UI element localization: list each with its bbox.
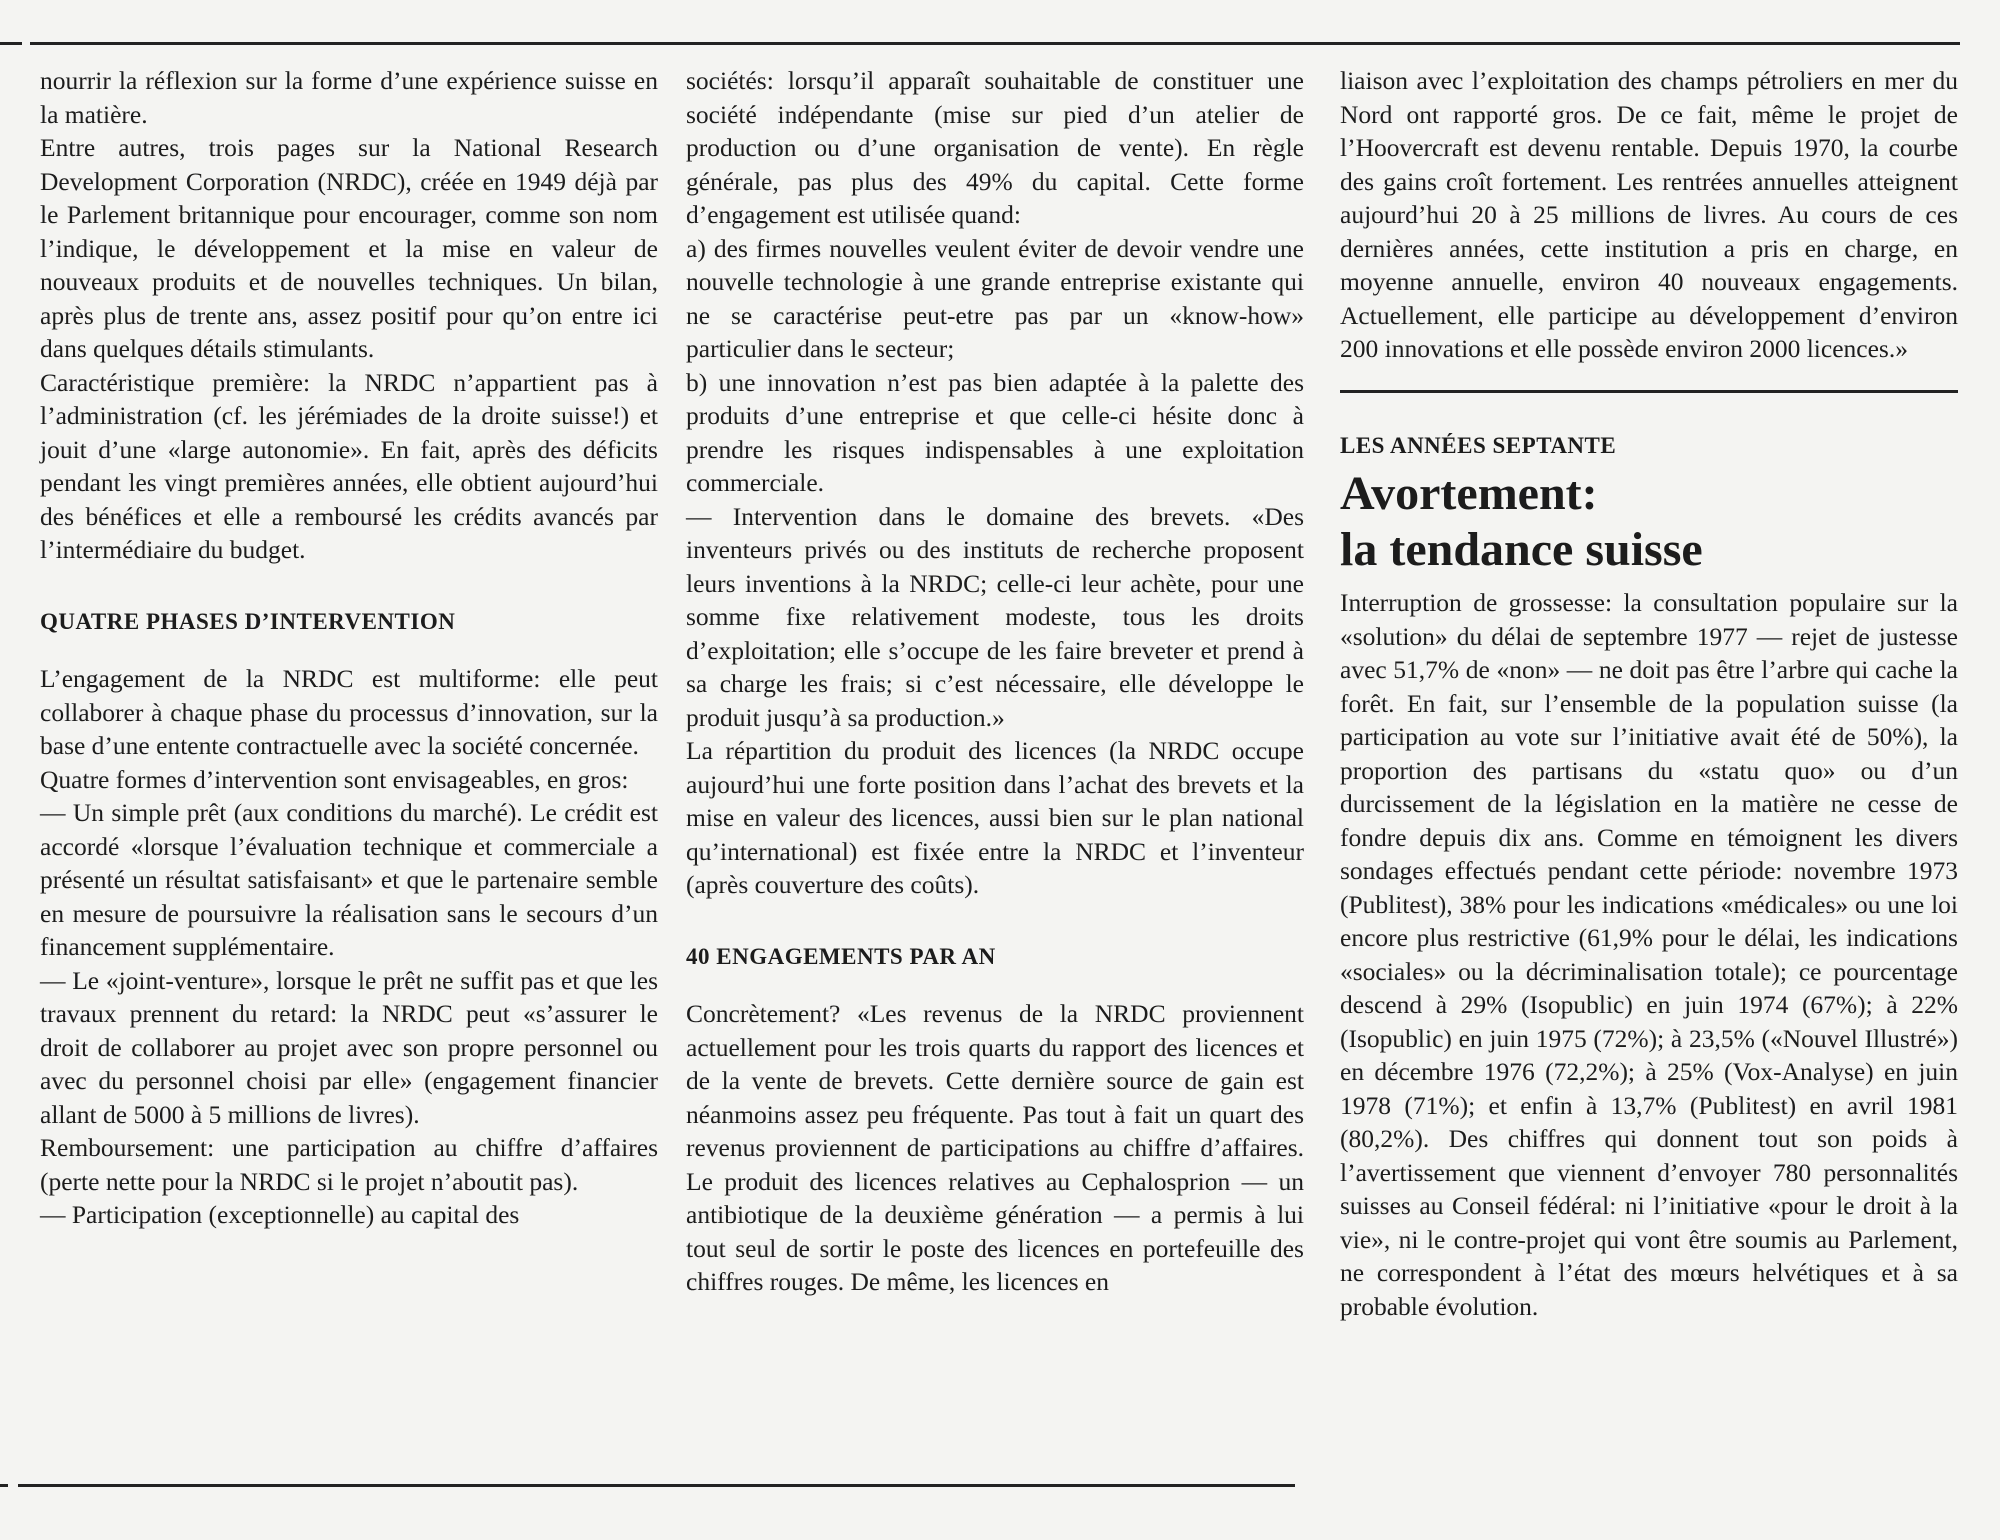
paragraph: Caractéristique première: la NRDC n’appartient pas à l’administration (cf. les jérémiades de la droite suisse!) et jouit d’une «large autonomie». En fait, après des déficits pendant les vingt premières années, elle obtient aujourd’hui des bénéfices et elle a remboursé les crédits avancés par l’intermédiaire du budget.: [40, 367, 658, 564]
paragraph: nourrir la réflexion sur la forme d’une expérience suisse en la matière.: [40, 66, 658, 129]
column-1: [40, 64, 658, 1232]
section-divider: [1340, 390, 1958, 393]
paragraph: sociétés: lorsqu’il apparaît souhaitable de constituer une société indépendante (mise sur pied d’un atelier de production ou d’une organisation de vente). En règle générale, pas plus des 49% du capital. Cette forme d’engagement est utilisée quand:: [686, 66, 1304, 229]
paragraph: L’engagement de la NRDC est multiforme: elle peut collaborer à chaque phase du processus d’innovation, sur la base d’une entente contractuelle avec la société concernée.: [40, 664, 658, 760]
section-subhead: 40 ENGAGEMENTS PAR AN: [686, 943, 996, 969]
paragraph: — Le «joint-venture», lorsque le prêt ne suffit pas et que les travaux prennent du retard: la NRDC peut «s’assurer le droit de collaborer au projet avec son propre personnel ou avec du personnel choisi par elle» (engagement financier allant de 5000 à 5 millions de livres).: [40, 965, 658, 1129]
paragraph: b) une innovation n’est pas bien adaptée à la palette des produits d’une entreprise et que celle-ci hésite donc à prendre les risques indispensables à une exploitation commerciale.: [686, 367, 1304, 497]
paragraph: — Participation (exceptionnelle) au capital des: [40, 1200, 520, 1229]
column-2: [686, 64, 1304, 1299]
paragraph: — Intervention dans le domaine des brevets. «Des inventeurs privés ou des instituts de recherche proposent leurs inventions à la NRDC; celle-ci leur achète, pour une somme fixe relativement modeste, tous les droits d’exploitation; elle s’occupe de les faire breveter et prend à sa charge les frais; si c’est nécessaire, elle développe le produit jusqu’à sa production.»: [686, 501, 1304, 732]
paragraph: Quatre formes d’intervention sont envisageables, en gros:: [40, 764, 629, 794]
section-subhead: QUATRE PHASES D’INTERVENTION: [40, 608, 456, 634]
bottom-rule-stub: [0, 1484, 8, 1487]
paragraph: Remboursement: une participation au chiffre d’affaires (perte nette pour la NRDC si le projet n’aboutit pas).: [40, 1133, 658, 1196]
bottom-rule: [18, 1484, 1295, 1487]
column-3: [1340, 64, 1958, 1323]
paragraph: liaison avec l’exploitation des champs pétroliers en mer du Nord ont rapporté gros. De ce fait, même le projet de l’Hoovercraft est devenu rentable. Depuis 1970, la courbe des gains croît fortement. Les rentrées annuelles atteignent aujourd’hui 20 à 25 millions de livres. Au cours de ces dernières années, cette institution a pris en charge, en moyenne annuelle, environ 40 nouveaux engagements. Actuellement, elle participe au développement d’environ 200 innovations et elle possède environ 2000 licences.»: [1340, 66, 1958, 363]
article-kicker: LES ANNÉES SEPTANTE: [1340, 432, 1617, 458]
paragraph: La répartition du produit des licences (la NRDC occupe aujourd’hui une forte position dans l’achat des brevets et la mise en valeur des licences, aussi bien sur le plan national qu’international) est fixée entre la NRDC et l’inventeur (après couverture des coûts).: [686, 736, 1304, 899]
paragraph: Interruption de grossesse: la consultation populaire sur la «solution» du délai de septembre 1977 — rejet de justesse avec 51,7% de «non» — ne doit pas être l’arbre qui cache la forêt. En fait, sur l’ensemble de la population suisse (la participation au vote sur l’initiative avait été de 50%), la proportion des partisans du «statu quo» ou d’un durcissement de la législation en la matière ne cesse de fondre depuis dix ans. Comme en témoignent les divers sondages effectués pendant cette période: novembre 1973 (Publitest), 38% pour les indications «médicales» ou une loi encore plus restrictive (61,9% pour le délai, les indications «sociales» ou la décriminalisation totale); ce pourcentage descend à 29% (Isopublic) en juin 1974 (67%); à 22% (Isopublic) en juin 1975 (72%); à 23,5% («Nouvel Illustré») en décembre 1976 (72,2%); à 25% (Vox-Analyse) en juin 1978 (71%); et enfin à 13,7% (Publitest) en avril 1981 (80,2%). Des chiffres qui donnent tout son poids à l’avertissement que viennent d’envoyer 780 personnalités suisses au Conseil fédéral: ni l’initiative «pour le droit à la vie», ni le contre-projet qui vont être soumis au Parlement, ne correspondent à l’état des mœurs helvétiques et à sa probable évolution.: [1340, 588, 1958, 1321]
paragraph: Concrètement? «Les revenus de la NRDC proviennent actuellement pour les trois quarts du rapport des licences et de la vente de brevets. Cette dernière source de gain est néanmoins assez peu fréquente. Pas tout à fait un quart des revenus proviennent de participations au chiffre d’affaires. Le produit des licences relatives au Cephalosprion — un antibiotique de la deuxième génération — a permis à lui tout seul de sortir le poste des licences en portefeuille des chiffres rouges. De même, les licences en: [686, 999, 1304, 1296]
top-rule: [30, 42, 1960, 45]
headline-line: Avortement:: [1340, 467, 1598, 520]
paragraph: — Un simple prêt (aux conditions du marché). Le crédit est accordé «lorsque l’évaluation technique et commerciale a présenté un résultat satisfaisant» et que le partenaire semble en mesure de poursuivre la réalisation sans le secours d’un financement supplémentaire.: [40, 798, 658, 961]
paragraph: a) des firmes nouvelles veulent éviter de devoir vendre une nouvelle technologie à une grande entreprise existante qui ne se caractérise peut-etre pas par un «know-how» particulier dans le secteur;: [686, 233, 1304, 363]
paragraph: Entre autres, trois pages sur la National Research Development Corporation (NRDC), créée en 1949 déjà par le Parlement britannique pour encourager, comme son nom l’indique, le développement et la mise en valeur de nouveaux produits et de nouvelles techniques. Un bilan, après plus de trente ans, assez positif pour qu’on entre ici dans quelques détails stimulants.: [40, 133, 658, 363]
top-rule-stub: [0, 42, 22, 45]
article-headline: [1340, 466, 1958, 578]
headline-line: la tendance suisse: [1340, 523, 1703, 576]
